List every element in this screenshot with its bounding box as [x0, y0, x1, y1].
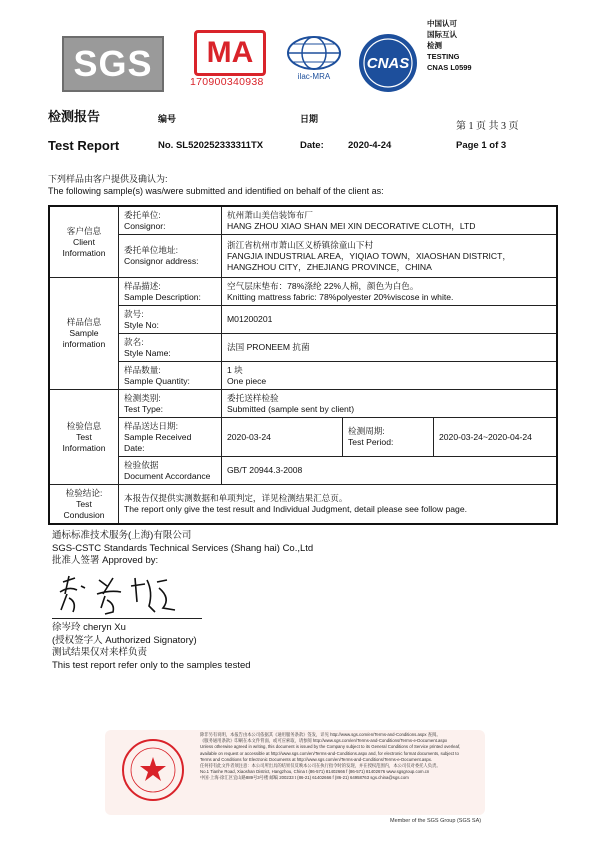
footer-line: No.1 Tianhe Road, Xiaoshan District, Hangzhou, China t (86-571) 81402666 f (86-571) 81402676 www.sgsgroup.com.cn	[200, 769, 430, 775]
sgs-logo: SGS	[62, 36, 164, 92]
style-no-value: M01200201	[222, 306, 558, 334]
cnas-line: 中国认可	[427, 19, 457, 28]
test-type-label	[119, 390, 222, 418]
official-seal-icon	[120, 737, 186, 803]
ilac-globe-icon	[283, 34, 345, 72]
section-en: Condusion	[63, 509, 105, 520]
report-number: No. SL520252333311TX	[158, 140, 264, 151]
section-en: Test	[76, 498, 92, 509]
sample-description-label	[119, 278, 222, 306]
date-label-cn: 日期	[300, 114, 319, 124]
label-en: Sample Quantity:	[124, 375, 190, 386]
label-en: Sample Description:	[124, 291, 201, 302]
document-accordance-value: GB/T 20944.3-2008	[222, 457, 558, 485]
result-note-cn: 测试结果仅对来样负责	[52, 647, 148, 658]
label-en: Sample Received	[124, 431, 192, 442]
table-row	[49, 362, 557, 390]
signatory-block	[52, 530, 313, 568]
table-row	[49, 334, 557, 362]
footer-line: available on request or accessible at http://www.sgs.com/en/Terms-and-Conditions.aspx and, for electronic format documents, subject to	[200, 750, 459, 756]
value-cn: 浙江省杭州市萧山区义桥镇徐童山下村	[227, 239, 374, 250]
label-en: Test Period:	[348, 437, 394, 447]
value-cn: 1 块	[227, 364, 243, 375]
value-en: FANGJIA INDUSTRIAL AREA，YIQIAO TOWN，XIAOSHAN DISTRICT，	[227, 250, 511, 261]
cnas-emblem-icon	[357, 32, 419, 94]
section-en: Client	[73, 236, 95, 247]
client-section-label	[49, 206, 119, 278]
consignor-label	[119, 206, 222, 235]
report-title-en: Test Report	[48, 138, 120, 153]
table-row	[49, 390, 557, 418]
section-cn: 检验信息	[66, 420, 102, 431]
signatory-details	[52, 622, 251, 672]
consignor-address-value	[222, 235, 558, 278]
test-period-label	[343, 418, 434, 457]
footer-line: 除非另有说明，本报告由本公司依据其《通用服务条款》签发，详见 http://www.sgs.com/en/Terms-and-Conditions.aspx 查阅。	[200, 732, 441, 737]
ma-number: 170900340938	[190, 76, 264, 88]
table-row	[49, 485, 557, 525]
company-en: SGS-CSTC Standards Technical Services (Shang hai) Co.,Ltd	[52, 542, 314, 554]
ma-certification-logo	[190, 30, 270, 88]
footer-line: Terms and Conditions for Electronic Documents at http://www.sgs.com/en/Terms-and-Conditions/Terms-e-Document.aspx.	[200, 756, 433, 762]
sgs-group-member: Member of the SGS Group (SGS SA)	[390, 818, 482, 824]
sample-received-value: 2020-03-24	[222, 418, 343, 457]
consignor-address-label	[119, 235, 222, 278]
cnas-logo-text: CNAS	[366, 55, 410, 72]
conclusion-section-label	[49, 485, 119, 525]
style-no-label	[119, 306, 222, 334]
page-indicator-cn: 第 1 页 共 3 页	[456, 121, 519, 132]
consignor-value	[222, 206, 558, 235]
signatory-name: 徐岑玲 cheryn Xu	[52, 622, 126, 633]
ma-logo-mark: MA	[194, 30, 266, 76]
footer-line: 《服务通用条款》印刷在本文件背面，或可应索取，请参阅 http://www.sgs.com/en/Terms-and-Conditions/Terms-e-Document.aspx	[200, 738, 448, 744]
test-period-value: 2020-03-24~2020-04-24	[434, 418, 558, 457]
handwritten-signature	[55, 572, 185, 617]
section-en: Sample	[69, 328, 99, 338]
label-cn: 款号:	[124, 308, 144, 319]
cnas-line: TESTING	[427, 52, 460, 61]
value-cn: 委托送样检验	[227, 392, 279, 403]
footer-line: 中国·上海·徐汇区宜山路889号3号楼 邮编 200233 t (86-21) 61402666 f (86-21) 64958763 sgs.china@sgs.com	[200, 775, 409, 781]
label-cn: 委托单位:	[124, 209, 161, 220]
label-en: Style No:	[124, 319, 159, 330]
section-en: Information	[62, 442, 106, 453]
ilac-mra-logo	[283, 34, 345, 82]
label-cn: 检验依据	[124, 459, 159, 470]
label-cn: 款名:	[124, 336, 144, 347]
section-cn: 检验结论:	[65, 487, 103, 498]
label-en: Date:	[124, 442, 145, 453]
report-date: 2020-4-24	[348, 140, 392, 151]
sample-description-value	[222, 278, 558, 306]
footer-terms	[200, 732, 490, 782]
conclusion-value	[119, 485, 558, 525]
sample-received-label	[119, 418, 222, 457]
value-en: Knitting mattress fabric: 78%polyester 20%viscose in white.	[227, 291, 454, 302]
signatory-role: (授权签字人 Authorized Signatory)	[52, 634, 197, 646]
test-type-value	[222, 390, 558, 418]
label-cn: 委托单位地址:	[124, 245, 178, 255]
style-name-label	[119, 334, 222, 362]
style-name-value: 法国 PRONEEM 抗菌	[222, 334, 558, 362]
value-en: HANGZHOU CITY，ZHEJIANG PROVINCE，CHINA	[227, 261, 432, 272]
value-cn: 空气层床垫布：78%涤纶 22%人棉，颜色为白色。	[227, 280, 419, 291]
label-cn: 样品送达日期:	[124, 420, 178, 431]
label-cn: 样品数量:	[124, 364, 161, 375]
cnas-logo	[357, 32, 419, 94]
result-note-en: This test report refer only to the samples tested	[52, 659, 251, 671]
section-cn: 样品信息	[66, 317, 102, 327]
label-en: Consignor address:	[124, 256, 199, 266]
sample-quantity-value	[222, 362, 558, 390]
table-row	[49, 278, 557, 306]
sample-info-table	[48, 205, 558, 525]
label-en: Document Accordance	[124, 470, 211, 481]
table-row	[49, 457, 557, 485]
label-en: Style Name:	[124, 347, 171, 358]
test-section-label	[49, 390, 119, 485]
value-cn: 本报告仅提供实测数据和单项判定，详见检测结果汇总页。	[124, 493, 348, 503]
report-title-cn: 检测报告	[48, 110, 101, 125]
intro-line-en: The following sample(s) was/were submitted and identified on behalf of the client as:	[48, 186, 384, 196]
intro-text	[48, 173, 384, 197]
label-en: Consignor:	[124, 220, 166, 231]
cnas-line: 检测	[427, 41, 442, 50]
value-en: HANG ZHOU XIAO SHAN MEI XIN DECORATIVE CLOTH，LTD	[227, 220, 476, 231]
sample-quantity-label	[119, 362, 222, 390]
label-cn: 检测类别:	[124, 392, 161, 403]
label-cn: 检测周期:	[348, 426, 385, 436]
label-cn: 样品描述:	[124, 280, 161, 291]
section-en: information	[62, 339, 106, 349]
company-cn: 通标标准技术服务(上海)有限公司	[52, 530, 192, 541]
section-en: Information	[62, 247, 106, 258]
section-cn: 客户信息	[66, 225, 102, 236]
page-indicator-en: Page 1 of 3	[456, 140, 507, 151]
footer-line: 任何持有此文件者须注意：本公司所出具的结果仅反映本公司在执行指令时的发现，并在授权范围内，本公司仅对委托人负责。	[200, 763, 441, 769]
label-en: Test Type:	[124, 403, 164, 414]
cnas-accreditation-text	[427, 18, 472, 73]
footer-line: Unless otherwise agreed in writing, this document is issued by the Company subject to its General Conditions of Service printed overleaf,	[200, 744, 461, 750]
section-en: Test	[76, 431, 92, 442]
intro-line-cn: 下列样品由客户提供及确认为:	[48, 174, 168, 184]
cnas-line: CNAS L0599	[427, 63, 472, 72]
table-row	[49, 418, 557, 457]
report-number-label: 编号	[158, 114, 177, 124]
value-en: The report only give the test result and Individual Judgment, detail please see follow page.	[124, 504, 468, 514]
value-en: Submitted (sample sent by client)	[227, 403, 355, 414]
date-label-en: Date:	[300, 140, 324, 151]
sample-section-label	[49, 278, 119, 390]
cnas-line: 国际互认	[427, 30, 457, 39]
document-accordance-label	[119, 457, 222, 485]
approved-by-label: 批准人签署 Approved by:	[52, 555, 159, 566]
value-cn: 杭州萧山美信装饰布厂	[227, 209, 313, 220]
table-row	[49, 206, 557, 235]
signature-line	[52, 618, 202, 619]
value-en: One piece	[227, 375, 267, 386]
table-row	[49, 306, 557, 334]
table-row	[49, 235, 557, 278]
ilac-label: ilac-MRA	[297, 72, 331, 81]
